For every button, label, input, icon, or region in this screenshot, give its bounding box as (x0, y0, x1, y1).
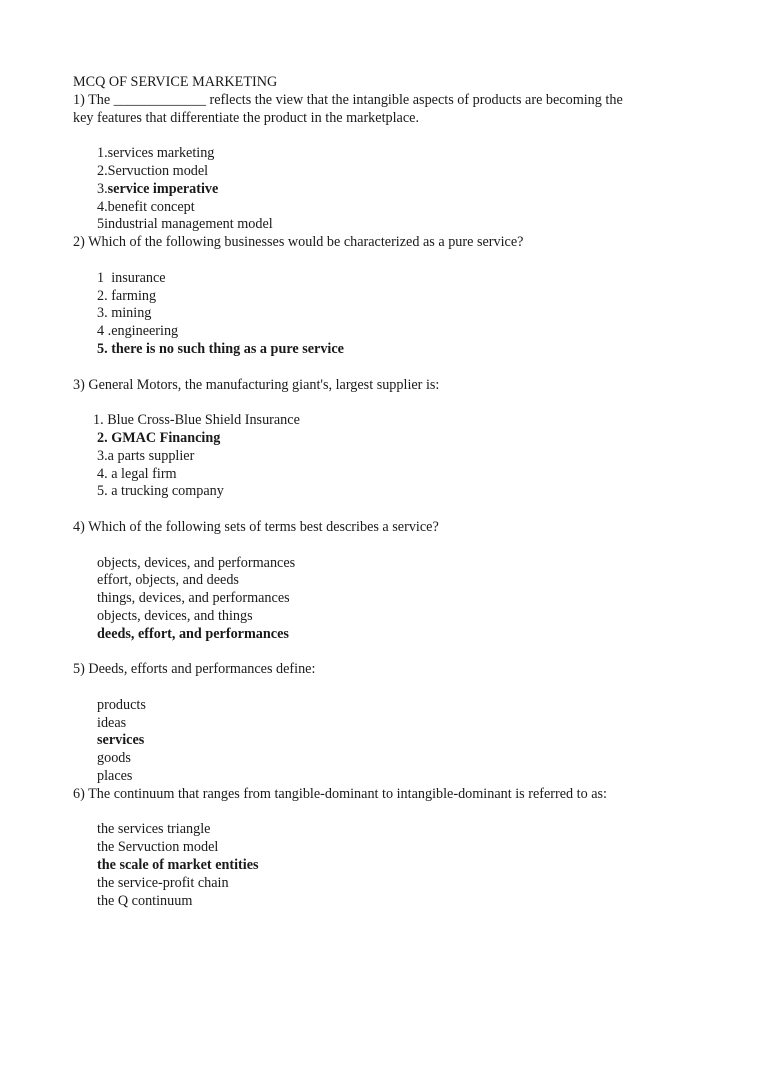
question-2-option-4: 4 .engineering (97, 323, 179, 340)
question-1-option-5: 5industrial management model (97, 216, 273, 233)
question-3 (73, 377, 693, 519)
question-4-option-1: objects, devices, and performances (97, 554, 296, 571)
question-6 (73, 786, 693, 911)
question-3-option-4: 4. a legal firm (97, 465, 177, 482)
question-4-option-5-answer: deeds, effort, and performances (97, 625, 289, 642)
question-3-stem: 3) General Motors, the manufacturing giant's, largest supplier is: (73, 376, 440, 393)
document-body (73, 74, 693, 910)
question-6-option-3-answer: the scale of market entities (97, 857, 259, 874)
question-4-option-2: effort, objects, and deeds (97, 572, 239, 589)
question-6-option-5: the Q continuum (97, 892, 193, 909)
question-5-stem: 5) Deeds, efforts and performances define: (73, 661, 316, 678)
question-4-stem: 4) Which of the following sets of terms best describes a service? (73, 518, 439, 535)
question-4-option-4: objects, devices, and things (97, 607, 253, 624)
question-4-option-3: things, devices, and performances (97, 590, 290, 607)
question-5-option-2: ideas (97, 714, 127, 731)
question-3-option-1: 1. Blue Cross-Blue Shield Insurance (93, 412, 300, 429)
question-6-option-4: the service-profit chain (97, 874, 229, 891)
question-1-option-4: 4.benefit concept (97, 198, 195, 215)
question-3-option-3: 3.a parts supplier (97, 447, 195, 464)
question-3-option-5: 5. a trucking company (97, 483, 224, 500)
question-2-stem: 2) Which of the following businesses would be characterized as a pure service? (73, 234, 524, 251)
question-5-option-5: places (97, 768, 133, 785)
question-2-option-5-answer: 5. there is no such thing as a pure service (97, 340, 344, 357)
question-4 (73, 519, 693, 661)
question-5-option-1: products (97, 696, 146, 713)
question-1-option-3-answer: 3.service imperative (97, 180, 219, 197)
question-2-option-2: 2. farming (97, 287, 157, 304)
question-1-stem-line-2: key features that differentiate the product in the marketplace. (73, 109, 419, 126)
question-5-option-3-answer: services (97, 732, 145, 749)
question-1-stem-line-1: 1) The _____________ reflects the view that the intangible aspects of products are becoming the (73, 91, 623, 108)
question-6-stem: 6) The continuum that ranges from tangible-dominant to intangible-dominant is referred to as: (73, 785, 607, 802)
question-5-option-4: goods (97, 750, 131, 767)
question-2 (73, 234, 693, 376)
question-1-option-2: 2.Servuction model (97, 162, 209, 179)
question-2-option-3: 3. mining (97, 305, 152, 322)
question-2-option-1: 1 insurance (97, 269, 166, 286)
question-6-option-2: the Servuction model (97, 839, 219, 856)
question-1 (73, 92, 693, 234)
document-title: MCQ OF SERVICE MARKETING (73, 74, 278, 90)
question-3-option-2-answer: 2. GMAC Financing (97, 429, 221, 446)
question-1-option-1: 1.services marketing (97, 145, 215, 162)
question-6-option-1: the services triangle (97, 821, 211, 838)
question-5 (73, 661, 693, 786)
